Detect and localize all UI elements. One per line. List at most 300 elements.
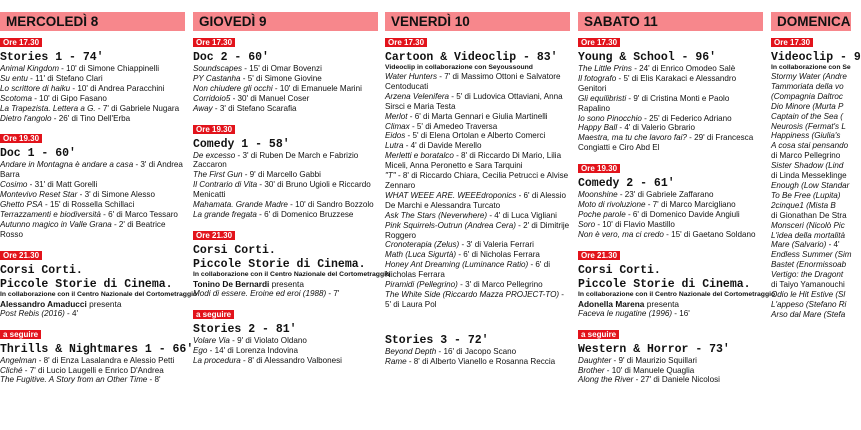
film-entry	[0, 180, 185, 190]
film-entry	[0, 190, 185, 200]
film-title: Merletti e boratalco	[385, 151, 454, 161]
film-entry	[385, 72, 570, 92]
film-entry	[771, 240, 851, 250]
film-entry	[771, 231, 851, 241]
presenter-name: Adonella Marena	[578, 298, 645, 309]
film-title: Lutra	[385, 141, 404, 151]
film-credit: - 2' di Dimitrije Roggero	[385, 220, 570, 240]
film-credit: - 10' di Gipo Fasano	[31, 93, 107, 103]
time-label: a seguire	[578, 330, 619, 339]
film-entry	[771, 72, 851, 82]
film-credit: - 11' di Stefano Clari	[27, 73, 103, 83]
film-title: Volare Via	[193, 335, 230, 345]
film-credit: di Marco Pellegrino	[771, 151, 841, 161]
film-title: Stormy Water (Andre	[771, 72, 847, 81]
section-title: Comedy 1 - 58'	[193, 137, 290, 151]
film-credit: di Taiyo Yamanouchi	[771, 280, 845, 290]
film-title: Scotoma	[0, 93, 32, 103]
film-title: Maestra, ma tu che lavoro fai?	[578, 133, 687, 143]
presenter-line	[193, 279, 378, 289]
film-title: Sister Shadow (Lind	[771, 161, 844, 171]
film-title: Dietro l'angolo	[0, 113, 52, 123]
film-title: Mahamata. Grande Madre	[193, 200, 288, 210]
film-title: Happy Ball	[578, 123, 618, 133]
film-entry	[193, 94, 378, 104]
film-title: Faceva le nugatine (1996)	[578, 308, 673, 318]
film-credit: - 4' di Davide Merello	[403, 141, 482, 151]
film-entry	[578, 375, 763, 385]
film-credit: - 6' di Marta Gennari e Giulia Martinelli	[407, 111, 548, 121]
program-block	[771, 32, 861, 320]
film-credit: - 6' di Alessio De Marchi e Alessandra Turcato	[385, 190, 567, 210]
section-subtitle: Piccole Storie di Cinema.	[578, 277, 751, 291]
film-entry	[385, 240, 570, 250]
film-title: Vertigo: the Dragont	[771, 270, 844, 280]
film-title: Soro	[578, 219, 596, 229]
section-title: Thrills & Nightmares 1 - 66'	[0, 342, 194, 356]
film-title: Non chiudere gli occhi	[193, 83, 273, 93]
day-column	[193, 12, 391, 430]
film-title: Brother	[578, 365, 605, 375]
film-title: Soundscapes	[193, 64, 243, 73]
film-entry	[578, 190, 763, 200]
film-entry	[193, 104, 378, 114]
film-credit: - 30' di Manuel Coser	[230, 93, 310, 103]
section-title: Comedy 2 - 61'	[578, 177, 675, 191]
film-entry	[193, 151, 378, 171]
program-block	[193, 119, 378, 220]
film-title: Dio Minore (Murta P	[771, 101, 844, 111]
film-title: The Fugitive. A Story from an Other Time	[0, 375, 148, 385]
day-column	[385, 12, 570, 430]
film-credit: - 15' di Gaetano Soldano	[663, 229, 756, 239]
film-entry	[578, 94, 763, 114]
film-entry	[578, 366, 763, 376]
film-title: Math (Luca Sigurtà)	[385, 250, 457, 260]
film-title: Lo scrittore di haiku	[0, 83, 71, 93]
film-credit: - 3' di Stefano Scarafia	[212, 103, 297, 113]
film-title: Bastet (Enormissoab	[771, 260, 847, 270]
film-credit: - 10' di Sandro Bozzolo	[287, 200, 374, 210]
film-credit: - 10' di Emanuele Marini	[272, 83, 362, 93]
film-entry	[771, 112, 851, 122]
film-entry	[578, 114, 763, 124]
program-block	[578, 32, 763, 153]
time-row	[193, 119, 378, 137]
film-entry	[193, 356, 378, 366]
time-row	[578, 32, 763, 50]
film-entry	[771, 250, 851, 260]
film-entry	[385, 122, 570, 132]
film-entry	[385, 357, 570, 367]
film-credit: - 7' di Marco Marcigliano	[645, 200, 736, 210]
film-credit: - 4'	[826, 240, 840, 250]
film-entry	[771, 260, 851, 270]
film-title: Neurosis (Fermat's L	[771, 121, 846, 131]
film-entry	[771, 191, 851, 201]
section-title: Videoclip - 9	[771, 51, 861, 64]
film-credit: - 8' di Riccardo Di Mario, Lilia Miceli, Anna Peronetto e Sara Tarquini	[385, 151, 562, 171]
film-credit: - 30' di Bruno Ugioli e Riccardo Menicatti	[193, 180, 371, 200]
film-credit: - 9' di Violato Oldano	[229, 335, 307, 345]
time-row	[193, 225, 378, 243]
film-title: Enough (Low Standar	[771, 180, 850, 190]
film-title: Angelman	[0, 355, 37, 365]
film-entry	[385, 250, 570, 260]
film-title: Modi di essere. Eroine ed eroi (1988)	[193, 288, 327, 298]
section-title: Stories 3 - 72'	[385, 333, 489, 347]
film-entry	[193, 346, 378, 356]
film-credit: - 3' di Ruben De March e Fabrizio Zaccaron	[193, 150, 359, 170]
time-label: a seguire	[193, 310, 234, 319]
film-title: PY Castanha	[193, 73, 241, 83]
film-credit: - 25' di Federico Adriano	[641, 113, 732, 123]
time-row	[578, 324, 763, 342]
film-credit: - 3' di Valeria Ferrari	[459, 240, 534, 250]
film-entry	[0, 200, 185, 210]
film-title: Arzena Velenifera	[385, 91, 450, 101]
film-entry	[193, 74, 378, 84]
film-entry	[771, 300, 851, 310]
film-title: Happiness (Giulia's	[771, 131, 841, 141]
program-block	[193, 32, 378, 114]
program-block	[0, 324, 194, 386]
collaboration-note: In collaborazione con Se	[771, 64, 851, 71]
time-label: Ore 19.30	[193, 125, 235, 134]
film-entry	[0, 114, 185, 124]
film-entry	[385, 221, 570, 241]
film-entry	[385, 171, 570, 191]
film-entry	[771, 201, 851, 211]
film-entry	[385, 131, 570, 141]
film-title: Animal Kingdom	[0, 64, 59, 73]
film-entry	[385, 191, 570, 211]
film-title: Moto di rivoluzione	[578, 200, 646, 210]
program-block	[578, 245, 776, 319]
section-title: Corsi Corti.	[193, 243, 276, 257]
day-header: DOMENICA	[771, 12, 851, 31]
film-title: Il Contrario di Vita	[193, 180, 258, 190]
film-entry	[771, 171, 851, 181]
program-block	[193, 304, 378, 366]
film-entry	[771, 221, 851, 231]
film-title: Climax	[385, 121, 410, 131]
film-entry	[0, 160, 185, 180]
collaboration-note: In collaborazione con il Centro Nazionale del Cortometraggio	[0, 290, 198, 298]
film-entry	[771, 102, 851, 112]
film-credit: - 9' di Cristina Monti e Paolo Rapalino	[578, 93, 730, 113]
day-column	[0, 12, 198, 430]
film-title: De excesso	[193, 150, 236, 160]
film-title: Eidos	[385, 131, 406, 141]
section-title: Western & Horror - 73'	[578, 342, 730, 356]
film-title: Andare in Montagna è andare a casa	[0, 160, 134, 170]
film-title: Montevivo Reset Star	[0, 190, 78, 200]
film-credit: - 5' di Laura Pol	[385, 289, 565, 309]
film-credit: - 5' di Simone Giovine	[240, 73, 322, 83]
film-title: Away	[193, 103, 213, 113]
film-entry	[0, 74, 185, 84]
film-title: Non è vero, ma ci credo	[578, 229, 664, 239]
film-title: Along the River	[578, 375, 634, 385]
presenter-name: Alessandro Amaducci	[0, 298, 87, 309]
time-row	[0, 245, 185, 263]
program-block	[0, 245, 198, 319]
film-title: Cronoterapia (Zelus)	[385, 240, 460, 250]
film-entry	[578, 309, 763, 319]
program-block	[578, 158, 763, 240]
time-row	[385, 32, 570, 50]
film-credit: - 10' di Manuele Quaglia	[604, 365, 695, 375]
film-credit: - 27' di Daniele Nicolosi	[633, 375, 720, 385]
day-column	[578, 12, 776, 430]
day-header: MERCOLEDÌ 8	[0, 12, 185, 31]
film-entry	[771, 181, 851, 191]
program-block	[0, 128, 185, 239]
film-credit: - 8'	[147, 375, 161, 385]
film-title: Ask The Stars (Neverwhere)	[385, 210, 488, 220]
program-block	[385, 315, 570, 367]
film-credit: - 10' di Flavio Mastillo	[595, 219, 675, 229]
day-header: GIOVEDÌ 9	[193, 12, 378, 31]
film-title: Beyond Depth	[385, 346, 437, 356]
film-credit: - 23' di Gabriele Zaffarano	[617, 190, 714, 200]
time-label: Ore 17.30	[578, 38, 620, 47]
film-credit: - 4'	[64, 308, 79, 318]
film-credit: - 24' di Enrico Omodeo Salè	[631, 64, 736, 73]
film-credit: - 7' di Lucio Laugelli e Enrico D'Andrea	[22, 365, 164, 375]
film-credit: - 2' di Beatrice Rosso	[0, 219, 166, 239]
section-subtitle: Piccole Storie di Cinema.	[193, 257, 366, 271]
film-credit: - 9' di Maurizio Squillari	[611, 355, 697, 365]
film-title: Terrazzamenti e biodiversità	[0, 209, 101, 219]
film-credit: - 9' di Marcello Gabbi	[242, 170, 321, 180]
film-entry	[771, 290, 851, 300]
film-entry	[771, 82, 851, 92]
collaboration-note: In collaborazione con il Centro Nazionale del Cortometraggio	[193, 270, 391, 278]
film-entry	[385, 290, 570, 310]
section-subtitle: Piccole Storie di Cinema.	[0, 277, 173, 291]
film-title: Post Rebis (2016)	[0, 308, 65, 318]
film-title: Captain of the Sea (	[771, 111, 843, 121]
presenter-line	[578, 299, 763, 309]
film-credit: - 10' di Andrea Paracchini	[70, 83, 165, 93]
film-entry	[771, 280, 851, 290]
film-title: Odio le Hit Estive (Sl	[771, 289, 846, 299]
time-label: Ore 17.30	[193, 38, 235, 47]
time-row	[385, 315, 570, 333]
program-block	[578, 324, 763, 386]
section-title: Stories 1 - 74'	[0, 51, 104, 64]
collaboration-note: Videoclip in collaborazione con Seyoussound	[385, 64, 533, 71]
time-row	[0, 128, 185, 146]
program-block	[193, 225, 391, 299]
film-entry	[193, 289, 378, 299]
film-title: Ego	[193, 345, 208, 355]
film-title: The Little Prins	[578, 64, 632, 73]
film-credit: - 5' di Ludovica Ottaviani, Anna Sirsci e Maria Testa	[385, 91, 563, 111]
film-title: Mare (Salvario)	[771, 240, 827, 250]
film-title: Tammoriata della vo	[771, 81, 844, 91]
time-row	[193, 32, 378, 50]
film-title: Pink Squirrels-Outrun (Andrea Cera)	[385, 220, 516, 230]
film-entry	[578, 123, 763, 133]
film-credit: di Linda Messeklinge	[771, 171, 847, 181]
film-entry	[193, 200, 378, 210]
film-title: The First Gun	[193, 170, 243, 180]
film-credit: - 10' di Simone Chiappinelli	[58, 64, 160, 73]
collaboration-note: In collaborazione con il Centro Nazionale del Cortometraggio	[578, 290, 776, 298]
film-title: Merlot	[385, 111, 408, 121]
film-title: A cosa stai pensando	[771, 141, 849, 151]
film-entry	[578, 74, 763, 94]
time-label: Ore 17.30	[385, 38, 427, 47]
day-column	[771, 12, 861, 430]
film-entry	[0, 64, 185, 74]
film-credit: - 7' di Gabriele Nugara	[95, 103, 180, 113]
presenter-verb: presenta	[644, 298, 679, 309]
film-credit: - 5' di Elena Ortolan e Alberto Comerci	[405, 131, 546, 141]
film-title: Arso dal Mare (Stefa	[771, 309, 846, 319]
film-entry	[578, 220, 763, 230]
film-entry	[385, 151, 570, 171]
film-credit: - 4' di Luca Vigliani	[487, 210, 557, 220]
film-entry	[385, 141, 570, 151]
film-entry	[0, 104, 185, 114]
film-title: (Compagnia Daltroc	[771, 91, 843, 101]
time-row	[771, 32, 851, 50]
film-entry	[385, 112, 570, 122]
film-credit: - 3' di Andrea Barra	[0, 160, 183, 180]
film-entry	[771, 161, 851, 171]
film-title: Ghetto PSA	[0, 200, 43, 210]
film-title: To Be Free (Lupita)	[771, 190, 841, 200]
section-title: Cartoon & Videoclip - 83'	[385, 51, 558, 64]
film-credit: - 8' di Riccardo Chiara, Cecilia Petrucci e Alvise Zennaro	[385, 171, 569, 190]
film-title: Gli equilibristi	[578, 93, 627, 103]
film-title: Endless Summer (Sim	[771, 250, 852, 260]
film-credit: - 26' di Tino Dell'Erba	[51, 113, 131, 123]
film-entry	[385, 260, 570, 280]
film-title: The White Side (Riccardo Mazza PROJECT-TO)	[385, 289, 560, 299]
film-entry	[0, 220, 185, 240]
film-credit: - 7'	[326, 288, 340, 298]
film-entry	[193, 180, 378, 200]
film-entry	[385, 211, 570, 221]
time-label: a seguire	[0, 330, 41, 339]
film-title: Rame	[385, 356, 407, 366]
film-title: Daughter	[578, 355, 612, 365]
film-entry	[0, 366, 185, 376]
section-title: Stories 2 - 81'	[193, 322, 297, 336]
film-entry	[0, 309, 185, 319]
film-entry	[578, 133, 763, 153]
film-credit: - 15' di Rossella Schillaci	[42, 200, 135, 210]
film-credit: di Gionathan De Stra	[771, 210, 847, 220]
film-credit: - 8' di Alessandro Valbonesi	[240, 355, 342, 365]
film-title: L'appeso (Stefano Ri	[771, 299, 847, 309]
time-row	[578, 245, 763, 263]
presenter-verb: presenta	[269, 278, 304, 289]
time-label: Ore 21.30	[0, 251, 42, 260]
film-entry	[385, 280, 570, 290]
time-label: Ore 17.30	[771, 38, 813, 47]
film-title: La grande fregata	[193, 209, 257, 219]
film-entry	[578, 210, 763, 220]
film-title: Cosimo	[0, 180, 28, 190]
film-title: La Trapezista. Lettera a G.	[0, 103, 96, 113]
film-credit: - 6' di Domenico Bruzzese	[256, 209, 354, 219]
film-title: Autunno magico in Valle Grana	[0, 219, 112, 229]
film-entry	[771, 211, 851, 221]
film-entry	[771, 131, 851, 141]
film-entry	[0, 356, 185, 366]
film-title: L'idea della mortalità	[771, 230, 845, 240]
time-label: Ore 21.30	[193, 231, 235, 240]
time-label: Ore 21.30	[578, 251, 620, 260]
film-title: 2cinque1 (Mista B	[771, 200, 836, 210]
film-credit: - 16'	[672, 308, 690, 318]
time-label: Ore 19.30	[0, 134, 42, 143]
film-credit: - 29' di Francesca Congiatti e Ciro Abd El	[578, 133, 754, 153]
time-label: Ore 19.30	[578, 164, 620, 173]
film-credit: - 5' di Elis Karakaci e Alessandro Genitori	[578, 73, 737, 93]
time-row	[193, 304, 378, 322]
film-credit: - 5' di Amedeo Traversa	[409, 121, 498, 131]
program-block	[385, 32, 570, 310]
section-title: Corsi Corti.	[578, 263, 661, 277]
film-entry	[771, 310, 851, 320]
film-entry	[193, 336, 378, 346]
time-row	[0, 324, 185, 342]
presenter-name: Tonino De Bernardi	[193, 278, 270, 289]
film-credit: - 31' di Matt Gorelli	[27, 180, 98, 190]
film-entry	[771, 92, 851, 102]
section-title: Corsi Corti.	[0, 263, 83, 277]
presenter-verb: presenta	[86, 298, 122, 309]
section-title: Doc 1 - 60'	[0, 147, 76, 161]
section-title: Young & School - 96'	[578, 51, 717, 64]
film-title: Moonshine	[578, 190, 618, 200]
film-credit: - 3' di Marco Pellegrino	[457, 280, 543, 290]
film-title: Su entu	[0, 73, 28, 83]
film-entry	[578, 230, 763, 240]
film-title: Poche parole	[578, 209, 626, 219]
film-credit: - 6' di Marco Tessaro	[100, 209, 178, 219]
film-credit: - 6' di Domenico Davide Angiuli	[625, 209, 740, 219]
film-title: Il fotografo	[578, 73, 617, 83]
day-header: SABATO 11	[578, 12, 763, 31]
film-credit: - 8' di Alberto Vianello e Rosanna Reccia	[406, 356, 556, 366]
film-title: Cliché	[0, 365, 23, 375]
section-title: Doc 2 - 60'	[193, 51, 269, 64]
film-entry	[771, 122, 851, 132]
film-entry	[193, 170, 378, 180]
film-title: "T"	[385, 171, 396, 181]
film-title: Monsceri (Nicolò Pic	[771, 220, 845, 230]
film-entry	[193, 64, 378, 74]
film-credit: - 8' di Enza Lasalandra e Alessio Petti	[36, 355, 175, 365]
film-entry	[0, 210, 185, 220]
time-label: Ore 17.30	[0, 38, 42, 47]
time-row	[578, 158, 763, 176]
film-entry	[385, 92, 570, 112]
presenter-line	[0, 299, 185, 309]
film-credit: - 7' di Massimo Ottoni e Salvatore Centoducati	[385, 72, 561, 91]
film-entry	[578, 64, 763, 74]
film-entry	[771, 270, 851, 280]
film-credit: - 15' di Omar Bovenzi	[242, 64, 322, 73]
